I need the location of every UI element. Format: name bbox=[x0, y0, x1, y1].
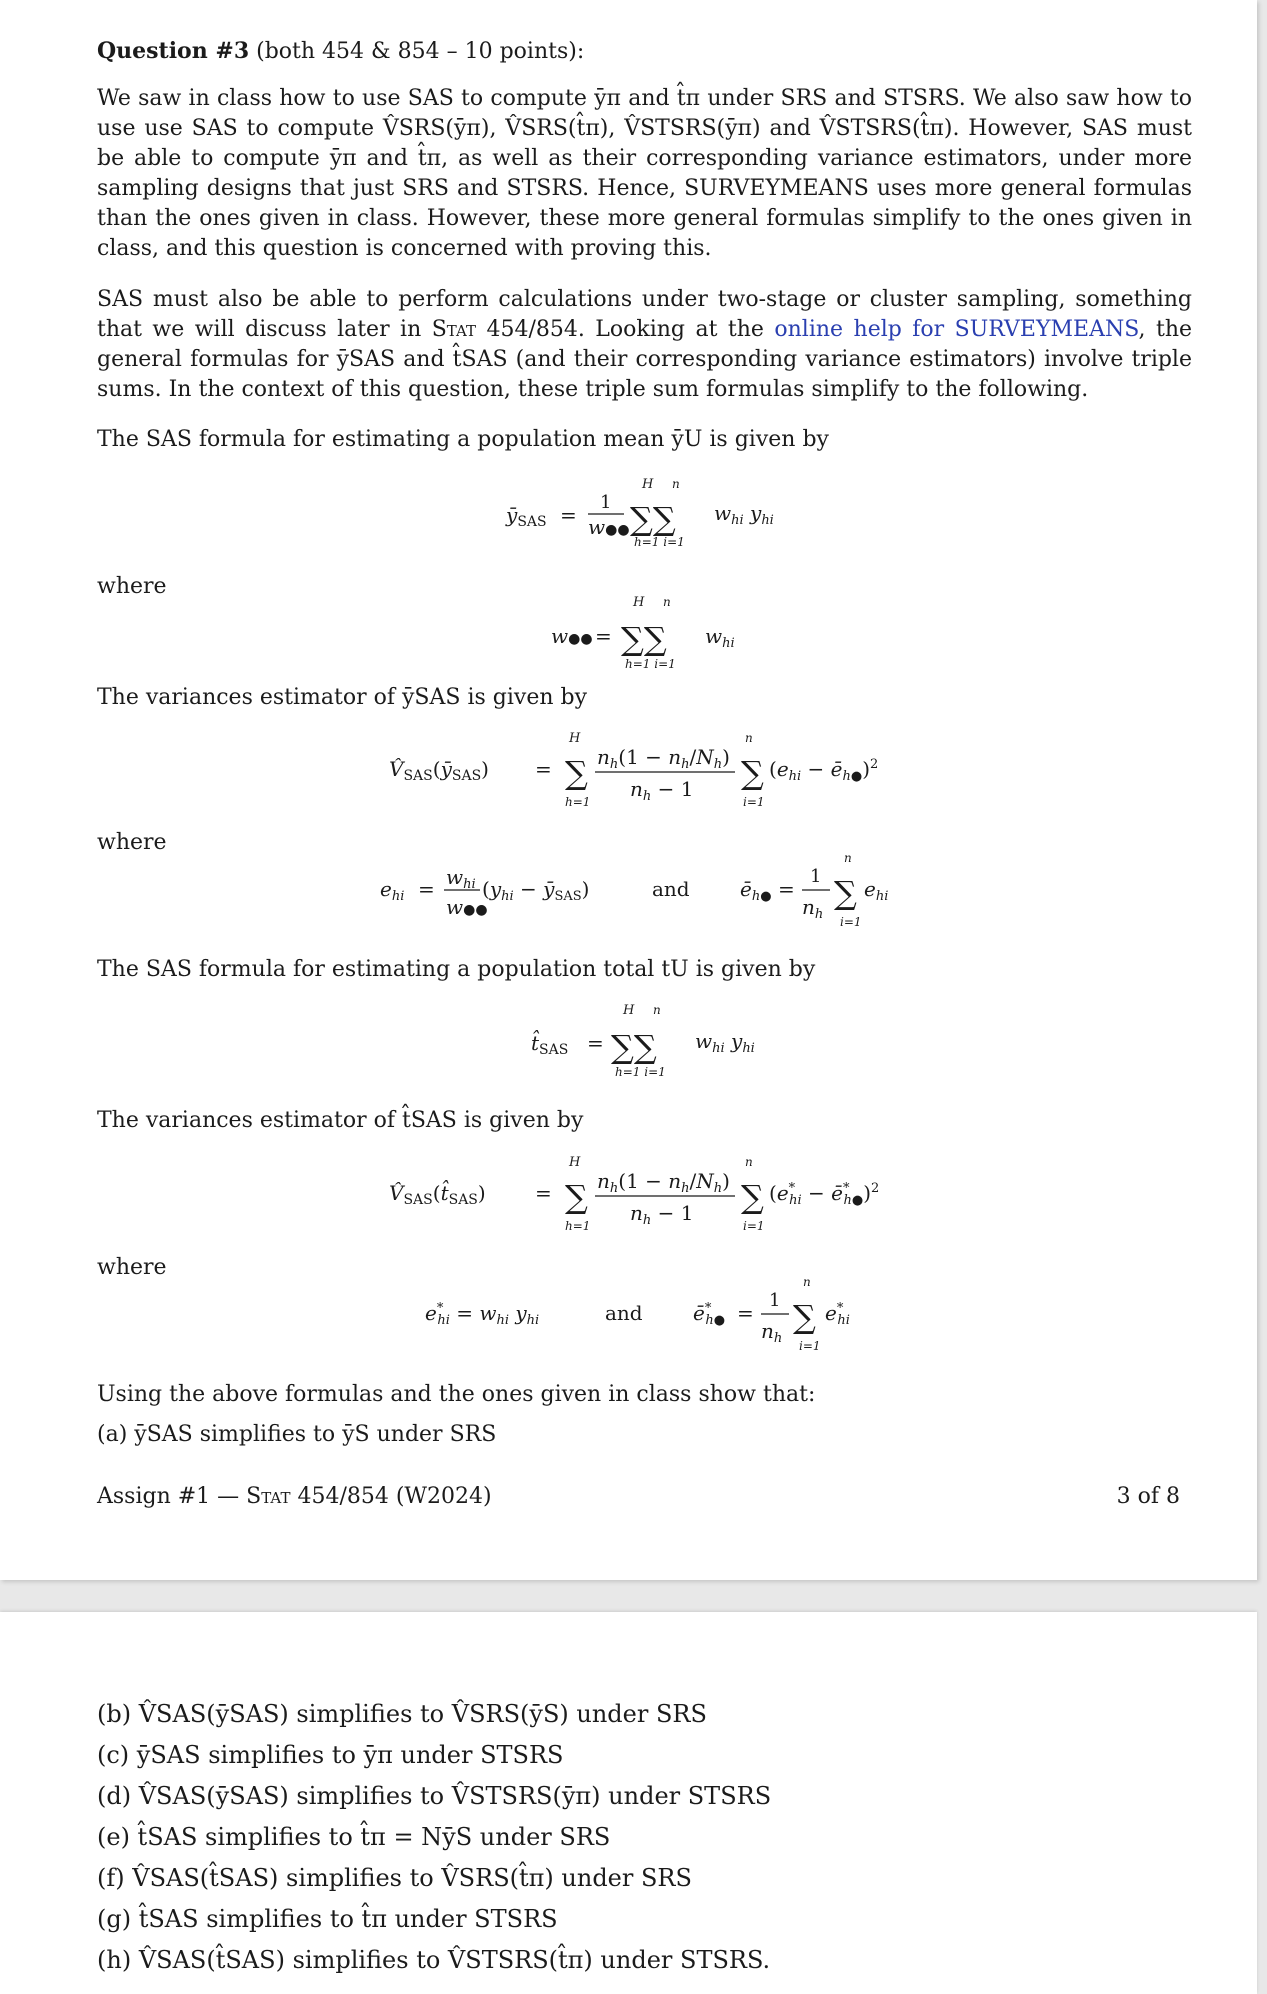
svg-text:ēh●: $ē_{h●}$ bbox=[740, 877, 772, 904]
total-intro: The SAS formula for estimating a population total tU is given by bbox=[97, 957, 816, 982]
svg-text:n: n bbox=[745, 731, 753, 745]
footer-stat: Stat bbox=[246, 1484, 291, 1509]
svg-text:V̂SAS(ȳSAS): $V̂_{SAS}(ȳ_{SAS})$ bbox=[389, 757, 489, 784]
svg-text:=: = bbox=[535, 1181, 552, 1205]
svg-text:∑: ∑ bbox=[565, 1178, 588, 1216]
svg-text:i=1: i=1 bbox=[743, 795, 765, 809]
svg-text:=: = bbox=[535, 757, 552, 781]
svg-text:∑: ∑ bbox=[834, 874, 857, 912]
svg-text:nh(1 − nh/Nh): $n_h(1 - n_h/N_h)$ bbox=[597, 745, 730, 772]
equation-residuals bbox=[370, 846, 930, 936]
equation-var-mean bbox=[385, 726, 945, 816]
svg-text:(ehi − ēh●)2: ($e_{hi}$ − $ē_{h●})^2$ bbox=[769, 757, 879, 784]
where-label-2: where bbox=[97, 830, 167, 855]
svg-text:=: = bbox=[737, 1301, 754, 1325]
item-g: (g) t̂SAS simplifies to t̂π under STSRS bbox=[97, 1905, 558, 1933]
svg-text:n: n bbox=[745, 1155, 753, 1169]
var-mean-intro: The variances estimator of ȳSAS is given by bbox=[97, 685, 588, 710]
svg-text:h=1: h=1 bbox=[565, 795, 591, 809]
svg-text:n: n bbox=[844, 851, 852, 865]
svg-text:h=1: h=1 bbox=[565, 1219, 591, 1233]
svg-text:1: 1 bbox=[600, 492, 612, 513]
svg-text:∑: ∑ bbox=[741, 1178, 764, 1216]
svg-text:n: n bbox=[672, 477, 680, 491]
item-f: (f) V̂SAS(t̂SAS) simplifies to V̂SRS(t̂π) under SRS bbox=[97, 1864, 692, 1892]
svg-text:∑: ∑ bbox=[741, 754, 764, 792]
svg-text:whi: $w_{hi}$ bbox=[705, 624, 735, 651]
equation-mean-sas bbox=[500, 470, 800, 550]
svg-text:∑∑: ∑∑ bbox=[630, 500, 676, 538]
svg-text:V̂SAS(t̂SAS): $V̂_{SAS}(t̂_{SAS})$ bbox=[389, 1181, 486, 1208]
svg-text:whi yhi: $w_{hi}$ $y_{hi}$ bbox=[695, 1029, 755, 1056]
svg-text:(yhi − ȳSAS): ($y_{hi}$ − $ȳ_{SAS}$) bbox=[482, 877, 590, 904]
svg-text:nh: $n_h$ bbox=[761, 1319, 783, 1346]
svg-text:nh(1 − nh/Nh): $n_h(1 - n_h/N_h)$ bbox=[597, 1169, 730, 1196]
svg-text:w●●: w●● bbox=[588, 515, 630, 539]
svg-text:whi: $w_{hi}$ bbox=[446, 865, 476, 892]
svg-text:n: n bbox=[653, 1003, 661, 1017]
svg-text:=: = bbox=[587, 1031, 604, 1055]
svg-text:w●●: w●● bbox=[446, 895, 488, 919]
surveymeans-help-link[interactable]: online help for SURVEYMEANS bbox=[774, 317, 1139, 342]
svg-text:whi yhi: $w_{hi}$ $y_{hi}$ bbox=[714, 501, 774, 528]
svg-text:H: H bbox=[642, 477, 654, 492]
svg-text:∑: ∑ bbox=[565, 754, 588, 792]
para2-stat: Stat bbox=[431, 317, 476, 342]
svg-text:i=1: i=1 bbox=[743, 1219, 765, 1233]
item-h: (h) V̂SAS(t̂SAS) simplifies to V̂STSRS(t̂π) under STSRS. bbox=[97, 1946, 771, 1974]
svg-text:h=1 i=1: h=1 i=1 bbox=[625, 657, 676, 671]
item-c: (c) ȳSAS simplifies to ȳπ under STSRS bbox=[97, 1741, 564, 1769]
intro-paragraph: We saw in class how to use SAS to compute ȳπ and t̂π under SRS and STSRS. We also saw how to use use SAS to compute V̂SRS(ȳπ), V̂SRS(t̂π), V̂STSRS(ȳπ) and V̂STSRS(t̂π). However, SAS must be able to compute ȳπ and t̂π, as well as their corresponding variance estimators, under more sampling designs that just SRS and STSRS. Hence, SURVEYMEANS uses more general formulas than the ones given in class. However, these more general formulas simplify to the ones given in class, and this question is concerned with proving this. bbox=[97, 86, 1192, 261]
svg-text:i=1: i=1 bbox=[840, 915, 862, 929]
para2-text-c: , the general formulas for ȳSAS and t̂SAS (and their corresponding variance estimators) involve triple sums. In the context of this question, these triple sum formulas simplify to the following. bbox=[97, 317, 1193, 402]
svg-text:ȳSAS: $ȳ_{SAS}$ bbox=[506, 503, 547, 530]
page-2 bbox=[0, 1612, 1257, 1994]
svg-text:∑: ∑ bbox=[793, 1298, 816, 1336]
where-label-3: where bbox=[97, 1255, 167, 1280]
svg-text:=: = bbox=[778, 877, 795, 901]
svg-text:nh: $n_h$ bbox=[802, 895, 824, 922]
svg-text:=: = bbox=[595, 624, 612, 648]
item-a: (a) ȳSAS simplifies to ȳS under SRS bbox=[97, 1422, 497, 1447]
footer-assign: Assign #1 — bbox=[97, 1484, 247, 1509]
svg-text:H: H bbox=[623, 1003, 635, 1018]
svg-text:1: 1 bbox=[769, 1290, 781, 1311]
svg-text:ehi: $e_{hi}$ bbox=[380, 877, 405, 904]
question-heading bbox=[97, 36, 1192, 67]
svg-text:w●●: w●● bbox=[551, 624, 593, 648]
para2-text-a: SAS must also be able to perform calculations under two-stage or cluster sampling, something that we will discuss later in bbox=[97, 287, 1192, 342]
question-points: (both 454 & 854 – 10 points): bbox=[256, 39, 585, 64]
where-label-1: where bbox=[97, 574, 167, 599]
and-label-1: and bbox=[652, 877, 690, 901]
svg-text:h=1 i=1: h=1 i=1 bbox=[634, 535, 685, 549]
svg-text:nh − 1: $n_h - 1$ bbox=[630, 1201, 694, 1228]
question-title: Question #3 bbox=[97, 38, 250, 64]
svg-text:n: n bbox=[663, 595, 671, 609]
and-label-2: and bbox=[605, 1301, 643, 1325]
svg-text:H: H bbox=[569, 1155, 581, 1170]
mean-intro: The SAS formula for estimating a population mean ȳU is given by bbox=[97, 427, 829, 452]
cluster-paragraph bbox=[97, 285, 1192, 405]
svg-text:nh − 1: $n_h - 1$ bbox=[630, 777, 694, 804]
equation-star-residuals bbox=[415, 1270, 895, 1360]
svg-text:H: H bbox=[633, 595, 645, 610]
svg-text:e*hi: e* hi bbox=[825, 1301, 850, 1328]
svg-text:∑∑: ∑∑ bbox=[611, 1028, 657, 1066]
svg-text:=: = bbox=[418, 877, 435, 901]
footer-page-number: 3 of 8 bbox=[1116, 1484, 1180, 1509]
using-text: Using the above formulas and the ones given in class show that: bbox=[97, 1382, 816, 1407]
equation-weight-sum bbox=[545, 588, 785, 678]
svg-text:1: 1 bbox=[810, 866, 822, 887]
svg-text:H: H bbox=[569, 731, 581, 746]
svg-text:h=1 i=1: h=1 i=1 bbox=[615, 1065, 666, 1079]
svg-text:∑∑: ∑∑ bbox=[621, 620, 667, 658]
var-total-intro: The variances estimator of t̂SAS is given by bbox=[97, 1108, 584, 1133]
svg-text:=: = bbox=[560, 503, 577, 527]
equation-var-total bbox=[385, 1150, 945, 1240]
item-e: (e) t̂SAS simplifies to t̂π = NȳS under SRS bbox=[97, 1823, 611, 1851]
equation-total-sas bbox=[525, 998, 785, 1088]
svg-text:e*hi = whi yhi: e* hi = $w_{hi}$ $y_{hi}$ bbox=[425, 1301, 540, 1328]
footer-term: 454/854 (W2024) bbox=[290, 1484, 492, 1509]
svg-text:ē*h●: ē* h● bbox=[693, 1301, 726, 1328]
item-b: (b) V̂SAS(ȳSAS) simplifies to V̂SRS(ȳS) under SRS bbox=[97, 1700, 707, 1728]
svg-text:n: n bbox=[803, 1275, 811, 1289]
svg-text:ehi: $e_{hi}$ bbox=[864, 877, 889, 904]
para2-text-b: 454/854. Looking at the bbox=[476, 317, 775, 342]
svg-text:i=1: i=1 bbox=[799, 1339, 821, 1353]
footer-course bbox=[97, 1484, 492, 1509]
item-d: (d) V̂SAS(ȳSAS) simplifies to V̂STSRS(ȳπ) under STSRS bbox=[97, 1782, 772, 1810]
svg-text:t̂SAS: $t̂_{SAS}$ bbox=[531, 1031, 569, 1058]
svg-text:(e*hi − ē*h●)2: (e* hi − ē* h●)$^2$ bbox=[769, 1181, 880, 1208]
